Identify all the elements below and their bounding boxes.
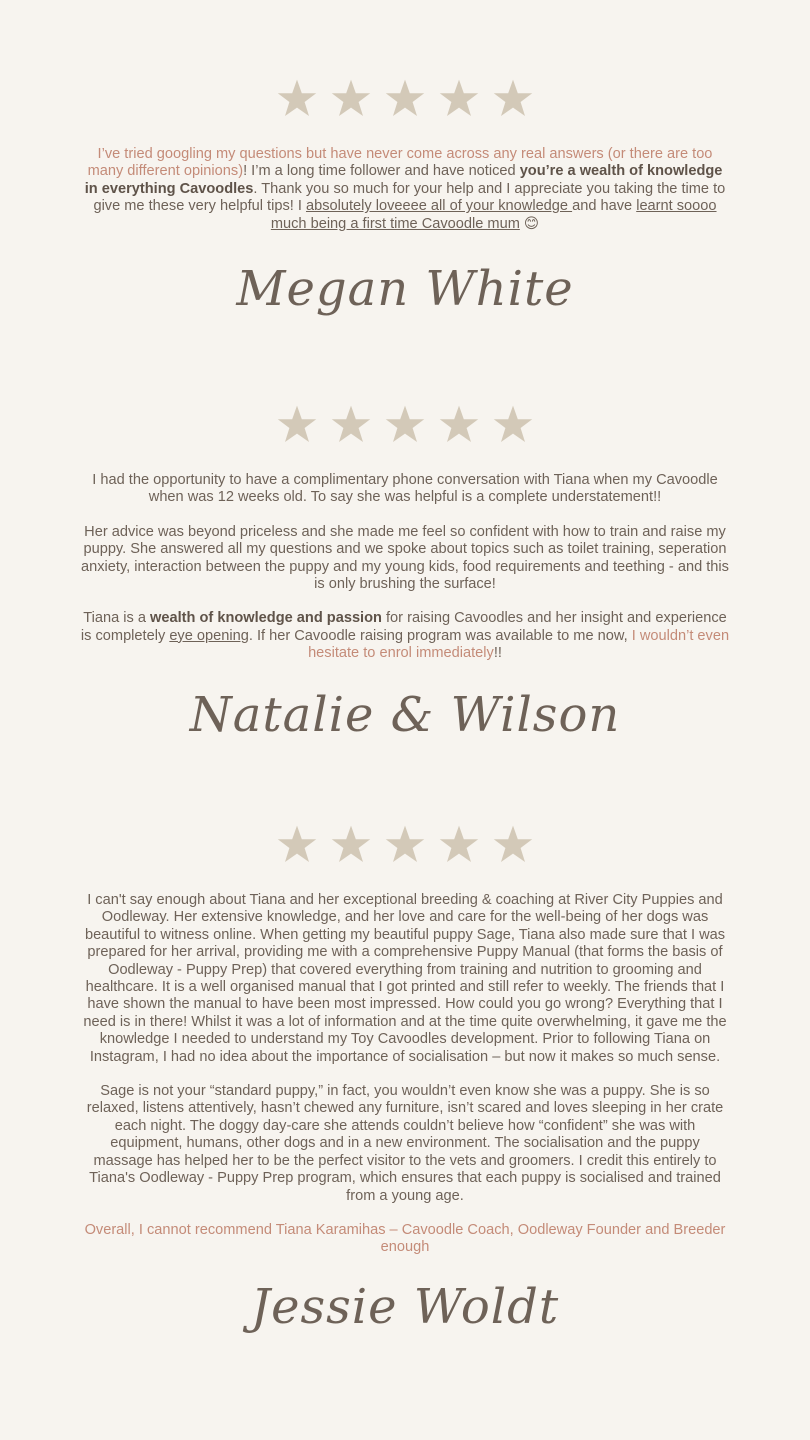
- star-icon: [331, 78, 371, 118]
- review-card: [0, 78, 810, 317]
- star-icon: [331, 824, 371, 864]
- review-text-segment: I’ve tried googling my questions but have never come across any real answers (or there are too many different opinions): [87, 146, 713, 180]
- review-text-segment: you’re a wealth of knowledge in everything Cavoodles: [84, 163, 723, 197]
- review-paragraph: [80, 524, 730, 594]
- review-text-segment: for raising Cavoodles and her insight and experience is completely: [80, 610, 727, 644]
- review-text-segment: Overall, I cannot recommend Tiana Karamihas – Cavoodle Coach, Oodleway Founder and Breeder enough: [84, 1221, 726, 1256]
- star-icon: [493, 78, 533, 118]
- review-text-segment: eye opening: [169, 627, 249, 644]
- review-paragraph: [80, 1222, 730, 1257]
- reviewer-signature: Jessie Woldt: [250, 1278, 560, 1335]
- review-text: [80, 472, 730, 663]
- star-icon: [385, 78, 425, 118]
- review-paragraph: [80, 1083, 730, 1205]
- star-icon: [277, 78, 317, 118]
- star-rating: [0, 78, 810, 118]
- review-text-segment: . Thank you so much for your help and I appreciate you taking the time to give me these very helpful tips! I: [93, 180, 726, 215]
- review-paragraph: [80, 610, 730, 662]
- star-icon: [385, 404, 425, 444]
- review-text-segment: and have: [572, 198, 637, 215]
- review-paragraph: [80, 146, 730, 233]
- star-icon: [331, 404, 371, 444]
- review-text-segment: Sage is not your “standard puppy,” in fact, you wouldn’t even know she was a puppy. She is so relaxed, listens attentively, hasn’t chewed any furniture, isn’t scared and loves sleeping in her crate each night. The doggy day-care she attends couldn’t believe how “confident” she was with equipment, humans, other dogs and in a new environment. The socialisation and the puppy massage has helped her to be the perfect visitor to the vets and groomers. I credit this entirely to Tiana's Oodleway - Puppy Prep program, which ensures that each puppy is socialised and trained from a young age.: [86, 1083, 724, 1204]
- review-text-segment: Her advice was beyond priceless and she made me feel so confident with how to train and raise my puppy. She answered all my questions and we spoke about topics such as toilet training, seperation anxiety, interaction between the puppy and my young kids, food requirements and teething - and this is only brushing the surface!: [81, 523, 729, 593]
- reviewer-signature: Megan White: [236, 261, 574, 318]
- star-icon: [439, 824, 479, 864]
- reviewer-signature: Natalie & Wilson: [189, 686, 621, 743]
- star-icon: [439, 404, 479, 444]
- review-text-segment: I wouldn’t even hesitate to enrol immediately: [308, 627, 730, 662]
- review-text: [80, 892, 730, 1257]
- star-icon: [493, 404, 533, 444]
- star-rating: [0, 404, 810, 444]
- review-text-segment: . If her Cavoodle raising program was available to me now,: [248, 627, 632, 644]
- review-text-segment: learnt soooo much being a first time Cavoodle mum: [270, 198, 717, 232]
- star-icon: [277, 404, 317, 444]
- review-text-segment: wealth of knowledge and passion: [150, 610, 382, 627]
- star-icon: [385, 824, 425, 864]
- star-icon: [439, 78, 479, 118]
- star-icon: [277, 824, 317, 864]
- star-rating: [0, 824, 810, 864]
- review-text-segment: !!: [493, 645, 502, 662]
- review-paragraph: [80, 472, 730, 507]
- review-card: [0, 824, 810, 1335]
- review-text-segment: absolutely loveeee all of your knowledge: [305, 198, 573, 215]
- review-text-segment: ! I’m a long time follower and have noticed: [243, 163, 520, 180]
- review-text-segment: 😊: [519, 215, 540, 232]
- review-paragraph: [80, 892, 730, 1066]
- review-text-segment: Tiana is a: [83, 610, 151, 627]
- review-text: [80, 146, 730, 233]
- review-text-segment: I had the opportunity to have a complimentary phone conversation with Tiana when my Cavoodle when was 12 weeks old. To say she was helpful is a complete understatement!!: [92, 472, 718, 506]
- review-card: [0, 404, 810, 743]
- star-icon: [493, 824, 533, 864]
- review-text-segment: I can't say enough about Tiana and her exceptional breeding & coaching at River City Puppies and Oodleway. Her extensive knowledge, and her love and care for the well-being of her dogs was beautiful to witness online. When getting my beautiful puppy Sage, Tiana also made sure that I was prepared for her arrival, providing me with a comprehensive Puppy Manual (that forms the basis of Oodleway - Puppy Prep) that covered everything from training and nutrition to grooming and healthcare. It is a well organised manual that I got printed and still refer to weekly. The friends that I have shown the manual to have been most impressed. How could you go wrong? Everything that I need is in there! Whilst it was a lot of information and at the time quite overwhelming, it gave me the knowledge I needed to understand my Toy Cavoodles development. Prior to following Tiana on Instagram, I had no idea about the importance of socialisation – but now it makes so much sense.: [83, 892, 727, 1065]
